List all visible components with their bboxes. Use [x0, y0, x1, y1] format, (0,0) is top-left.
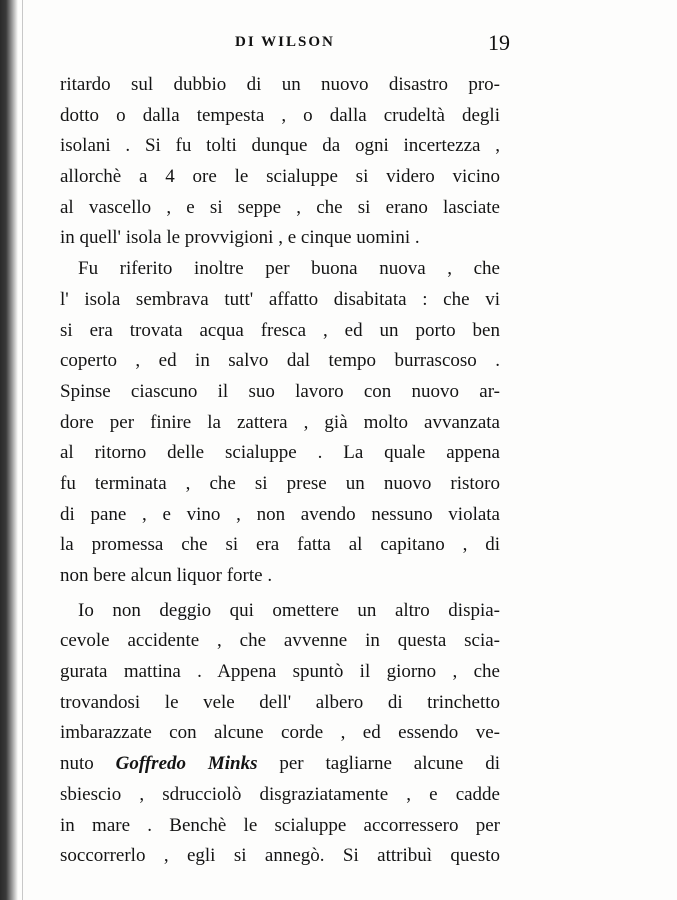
- text-line: sbiescio , sdrucciolò disgraziatamente , e cadde: [60, 783, 500, 805]
- body-text: [60, 70, 500, 872]
- text-line: al ritorno delle scialuppe . La quale appena: [60, 442, 500, 464]
- text-line: dotto o dalla tempesta , o dalla crudeltà degli: [60, 104, 500, 126]
- text-line: l' isola sembrava tutt' affatto disabitata : che vi: [60, 288, 500, 310]
- text-line: Spinse ciascuno il suo lavoro con nuovo ar-: [60, 380, 500, 402]
- text-line: trovandosi le vele dell' albero di trinchetto: [60, 691, 500, 713]
- text-line: in quell' isola le provvigioni , e cinque uomini .: [60, 227, 420, 249]
- text-line: isolani . Si fu tolti dunque da ogni incertezza ,: [60, 135, 500, 157]
- running-head: [60, 30, 510, 58]
- text-line: soccorrerlo , egli si annegò. Si attribuì questo: [60, 845, 500, 867]
- text-line: Io non deggio qui omettere un altro dispia-: [78, 599, 500, 621]
- text-line: ritardo sul dubbio di un nuovo disastro pro-: [60, 74, 500, 95]
- text-fragment: per tagliarne alcune di: [257, 753, 500, 775]
- text-line: cevole accidente , che avvenne in questa scia-: [60, 630, 500, 652]
- book-gutter-shadow: [0, 0, 18, 900]
- text-line: al vascello , e si seppe , che si erano lasciate: [60, 196, 500, 218]
- running-head-title: DI WILSON: [235, 34, 335, 50]
- paragraph-3: [60, 596, 500, 872]
- text-line: gurata mattina . Appena spuntò il giorno , che: [60, 661, 500, 683]
- text-line: allorchè a 4 ore le scialuppe si videro vicino: [60, 166, 500, 188]
- text-line: si era trovata acqua fresca , ed un porto ben: [60, 319, 500, 341]
- text-line: non bere alcun liquor forte .: [60, 565, 273, 586]
- paragraph-1: [60, 70, 500, 254]
- text-line: di pane , e vino , non avendo nessuno violata: [60, 503, 500, 525]
- text-line: Fu riferito inoltre per buona nuova , che: [78, 258, 500, 280]
- text-line: imbarazzate con alcune corde , ed essendo ve-: [60, 722, 500, 744]
- text-line: dore per finire la zattera , già molto avvanzata: [60, 411, 500, 433]
- text-line: la promessa che si era fatta al capitano , di: [60, 534, 500, 556]
- text-line-with-name: [60, 749, 500, 780]
- page-number: 19: [488, 30, 510, 55]
- text-line: coperto , ed in salvo dal tempo burrascoso .: [60, 350, 500, 372]
- text-line: fu terminata , che si prese un nuovo ristoro: [60, 472, 500, 494]
- text-line: in mare . Benchè le scialuppe accorressero per: [60, 814, 500, 836]
- page-edge-line: [22, 0, 23, 900]
- italic-person-name: Goffredo Minks: [115, 753, 258, 775]
- paragraph-2: [60, 254, 500, 592]
- text-fragment: nuto: [60, 753, 116, 775]
